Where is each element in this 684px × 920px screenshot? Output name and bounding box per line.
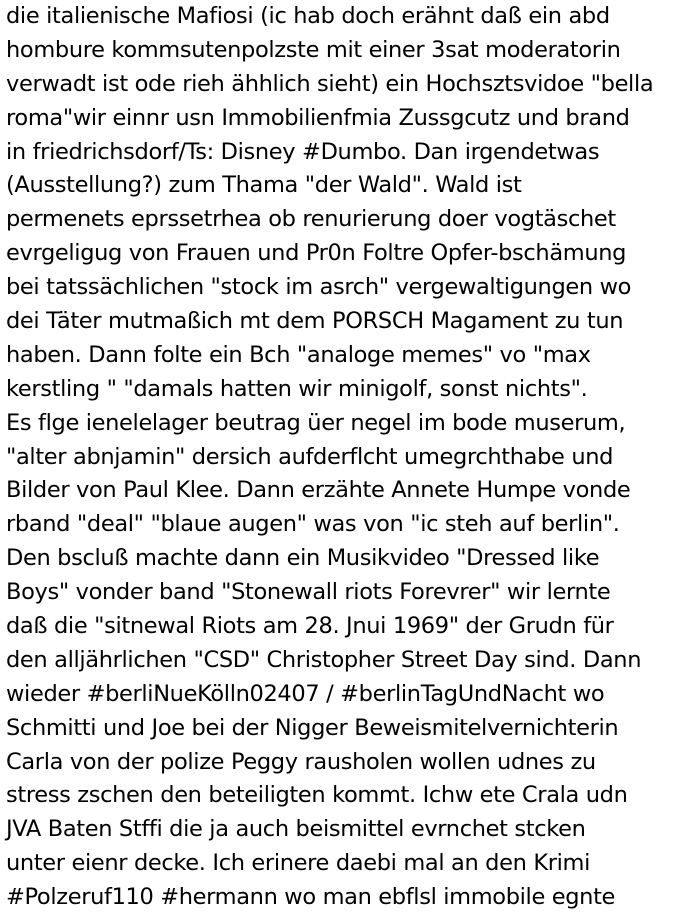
text-line: permenets eprssetrhea ob renurierung doer vogtäschet <box>6 206 616 233</box>
text-line: Es flge ienelelager beutrag üer negel im bode muserum, <box>6 409 626 436</box>
text-line: Boys" vonder band "Stonewall riots Forevrer" wir lernte <box>6 579 611 606</box>
text-line: JVA Baten Stffi die ja auch beismittel evrnchet stcken <box>6 816 586 843</box>
text-line: rband "deal" "blaue augen" was von "ic steh auf berlin". <box>6 511 620 538</box>
text-line: haben. Dann folte ein Bch "analoge memes" vo "max <box>6 341 591 368</box>
text-line: evrgeligug von Frauen und Pr0n Foltre Opfer-bschämung <box>6 240 627 267</box>
text-line: hombure kommsutenpolzste mit einer 3sat moderatorin <box>6 36 621 63</box>
document-text <box>6 0 682 915</box>
text-line: kerstling " "damals hatten wir minigolf, sonst nichts". <box>6 375 588 402</box>
text-line: stress zschen den beteiligten kommt. Ichw ete Crala udn <box>6 782 628 809</box>
text-line: (Ausstellung?) zum Thama "der Wald". Wald ist <box>6 172 522 199</box>
text-line: wieder #berliNueKölln02407 / #berlinTagUndNacht wo <box>6 680 605 707</box>
text-line: die italienische Mafiosi (ic hab doch erähnt daß ein abd <box>6 3 610 29</box>
text-line: in friedrichsdorf/Ts: Disney #Dumbo. Dan irgendetwas <box>6 138 600 165</box>
text-line: #Polzeruf110 #hermann wo man ebflsl immobile egnte <box>6 884 616 911</box>
text-line: bei tatssächlichen "stock im asrch" vergewaltigungen wo <box>6 274 632 301</box>
text-line: Carla von der polize Peggy rausholen wollen udnes zu <box>6 748 596 775</box>
text-line: roma"wir einnr usn Immobilienfmia Zussgcutz und brand <box>6 104 630 131</box>
text-line: Den bscluß machte dann ein Musikvideo "Dressed like <box>6 545 600 572</box>
text-line: dei Täter mutmaßich mt dem PORSCH Magament zu tun <box>6 308 624 335</box>
text-line: Bilder von Paul Klee. Dann erzähte Annete Humpe vonde <box>6 477 631 504</box>
text-line: "alter abnjamin" dersich aufderflcht umegrchthabe und <box>6 443 614 470</box>
text-line: unter eienr decke. Ich erinere daebi mal an den Krimi <box>6 850 590 877</box>
text-line: verwadt ist ode rieh ähhlich sieht) ein Hochsztsvidoe "bella <box>6 70 654 97</box>
text-line: den alljährlichen "CSD" Christopher Street Day sind. Dann <box>6 646 642 673</box>
text-line: daß die "sitnewal Riots am 28. Jnui 1969" der Grudn für <box>6 613 614 640</box>
text-line: Schmitti und Joe bei der Nigger Beweismitelvernichterin <box>6 714 619 741</box>
